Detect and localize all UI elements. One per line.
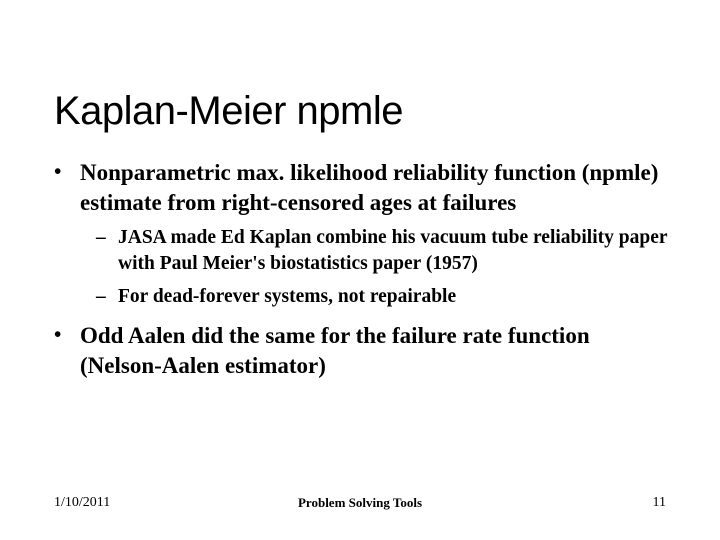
slide-body <box>54 158 674 383</box>
bullet-marker: • <box>54 322 62 347</box>
bullet-text: JASA made Ed Kaplan combine his vacuum tube reliability paper with Paul Meier's biostatistics paper (1957) <box>118 227 668 274</box>
slide-footer <box>0 495 720 517</box>
bullet-level1 <box>54 158 674 217</box>
page-title: Kaplan-Meier npmle <box>54 88 403 133</box>
bullet-level2 <box>96 284 674 309</box>
bullet-marker: – <box>96 286 106 307</box>
bullet-text: For dead-forever systems, not repairable <box>118 286 457 307</box>
sub-bullet-list <box>96 225 674 309</box>
footer-date: 1/10/2011 <box>54 495 111 510</box>
bullet-text: Odd Aalen did the same for the failure rate function (Nelson-Aalen estimator) <box>80 323 590 378</box>
bullet-level2 <box>96 225 674 276</box>
bullet-marker: • <box>54 159 62 183</box>
bullet-level1 <box>54 321 674 380</box>
bullet-marker: – <box>96 227 106 249</box>
footer-page-number: 11 <box>652 495 666 510</box>
footer-title: Problem Solving Tools <box>297 495 422 510</box>
bullet-text: Nonparametric max. likelihood reliability function (npmle) estimate from right-censored ages at failures <box>80 160 659 215</box>
